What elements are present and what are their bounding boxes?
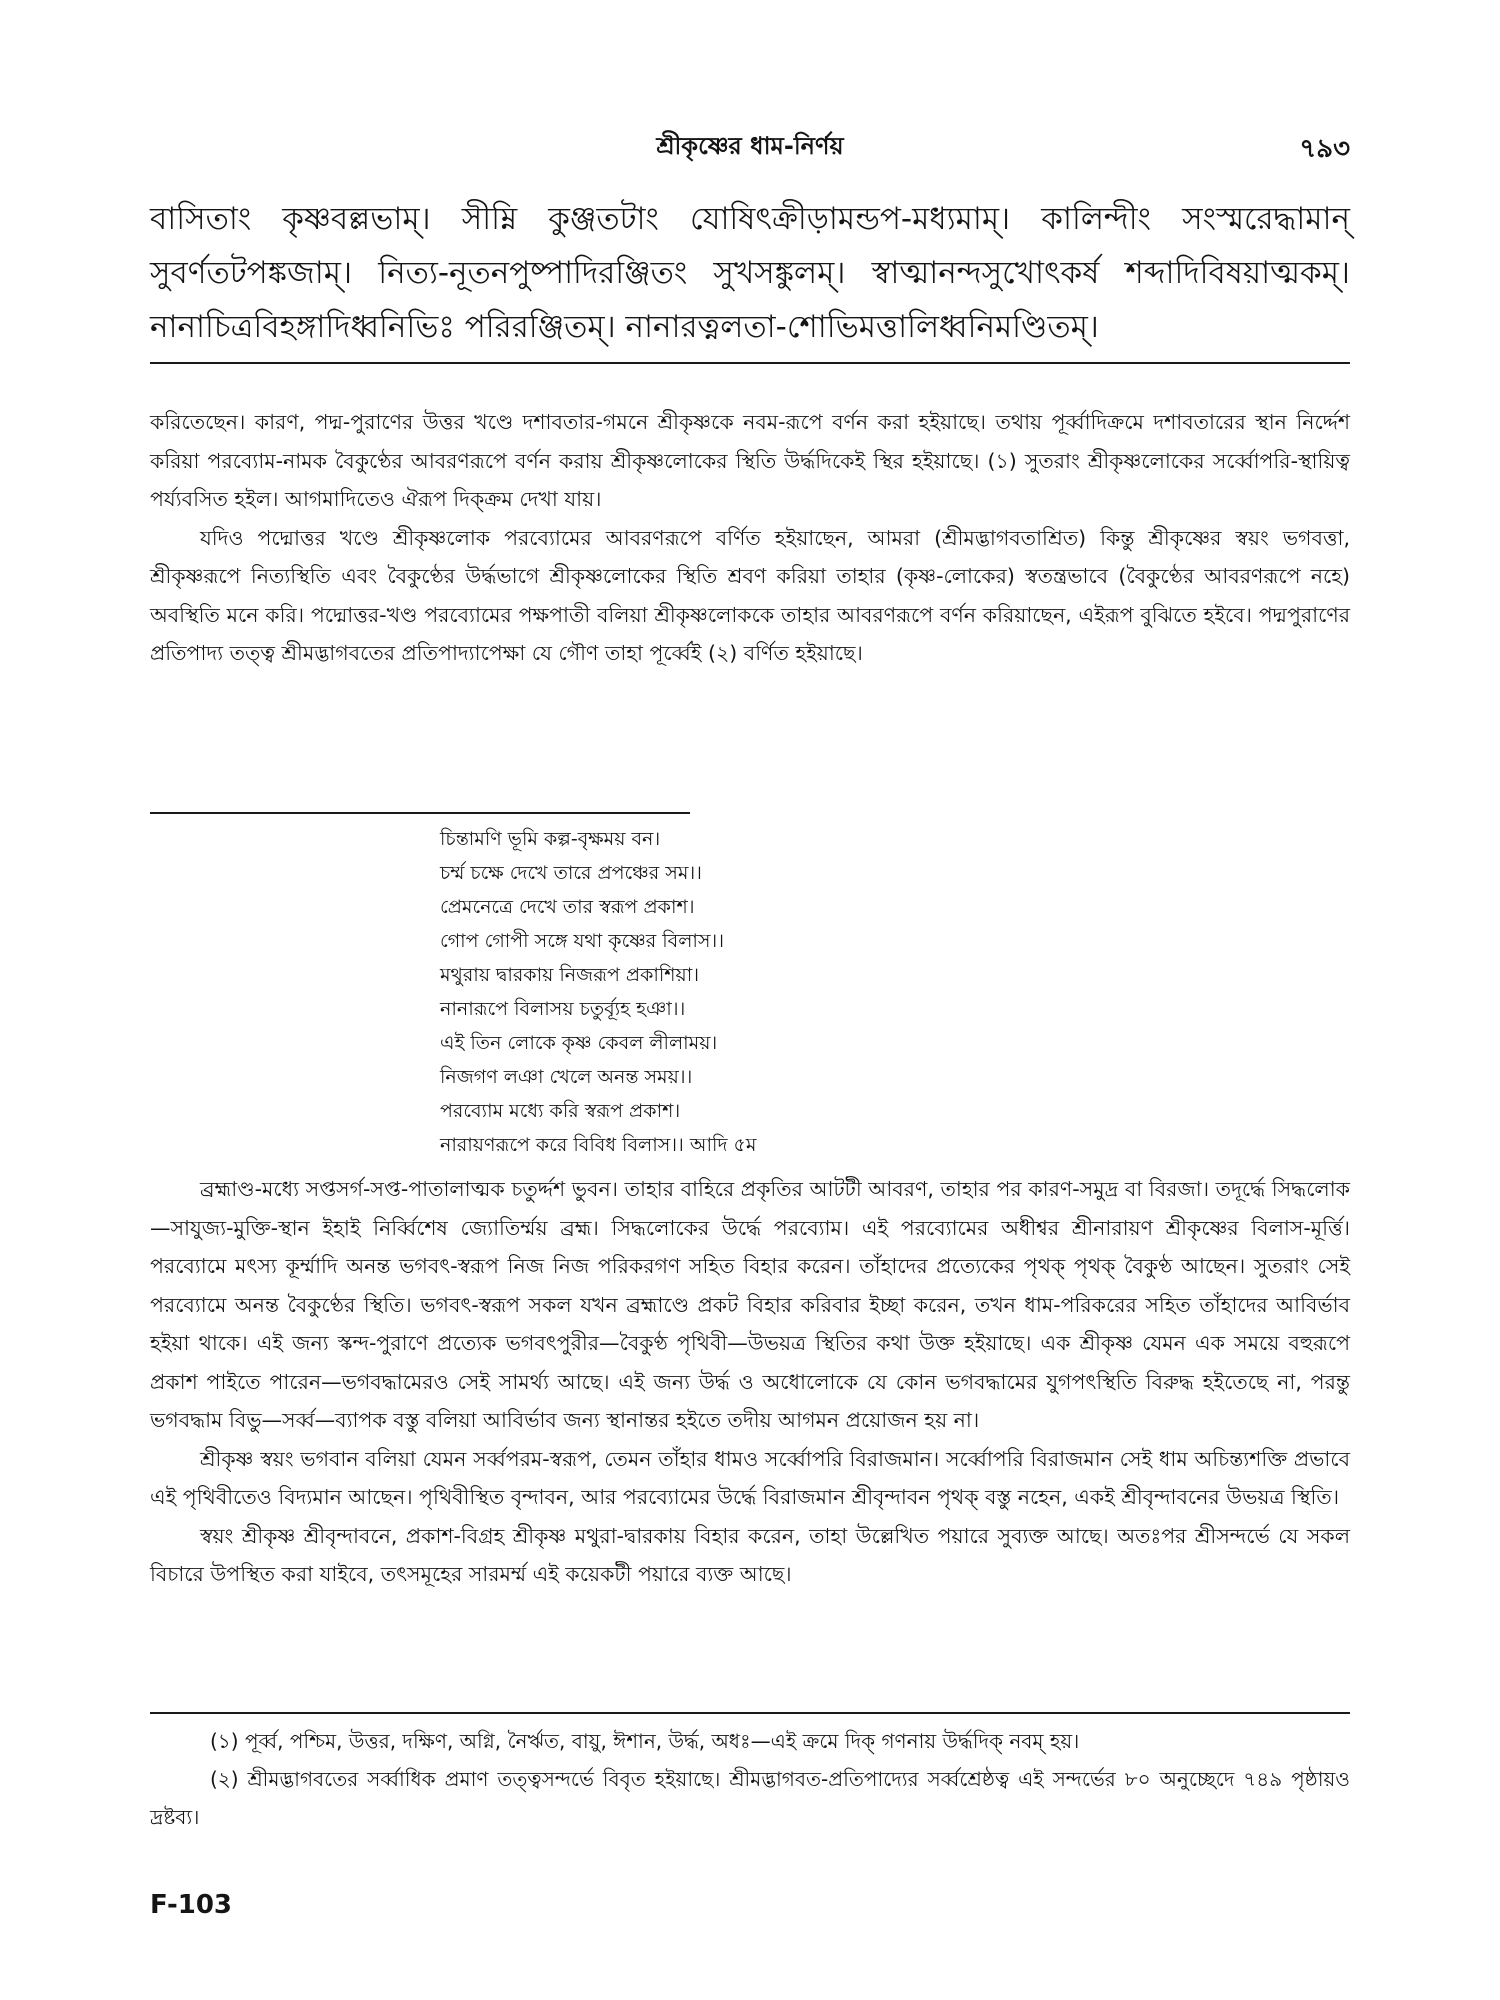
section-divider-rule	[150, 812, 690, 814]
verse-line: প্রেমনেত্রে দেখে তার স্বরূপ প্রকাশ।	[440, 896, 695, 918]
explanation-paragraph-2: শ্রীকৃষ্ণ স্বয়ং ভগবান বলিয়া যেমন সর্ব্বপরম-স্বরূপ, তেমন তাঁহার ধামও সর্ব্বোপরি বিরাজমান। সর্ব্বোপরি বিরাজমান সেই ধাম অচিন্ত্যশক্তি প্রভাবে এই পৃথিবীতেও বিদ্যমান আছেন। পৃথিবীস্থিত বৃন্দাবন, আর পরব্যোমের উর্দ্ধে বিরাজমান শ্রীবৃন্দাবন পৃথক্ বস্তু নহেন, একই শ্রীবৃন্দাবনের উভয়ত্র স্থিতি।	[150, 1446, 1350, 1509]
commentary-block	[150, 403, 1350, 673]
verse-line: নারায়ণরূপে করে বিবিধ বিলাস।। আদি ৫ম	[440, 1134, 757, 1156]
footnotes	[150, 1722, 1350, 1836]
sanskrit-underline-rule	[150, 362, 1350, 364]
footnote-rule	[150, 1712, 1350, 1714]
verse-line: চিন্তামণি ভূমি কল্প-বৃক্ষময় বন।	[440, 828, 661, 850]
explanation-paragraph-1: ব্রহ্মাণ্ড-মধ্যে সপ্তসর্গ-সপ্ত-পাতালাত্মক চতুর্দ্দশ ভুবন। তাহার বাহিরে প্রকৃতির আটটী আবরণ, তাহার পর কারণ-সমুদ্র বা বিরজা। তদূর্দ্ধে সিদ্ধলোক—সাযুজ্য-মুক্তি-স্থান ইহাই নির্ব্বিশেষ জ্যোতির্ম্ময় ব্রহ্ম। সিদ্ধলোকের উর্দ্ধে পরব্যোম। এই পরব্যোমের অধীশ্বর শ্রীনারায়ণ শ্রীকৃষ্ণের বিলাস-মূর্ত্তি। পরব্যোমে মৎস্য কূর্ম্মাদি অনন্ত ভগবৎ-স্বরূপ নিজ নিজ পরিকরগণ সহিত বিহার করেন। তাঁহাদের প্রত্যেকের পৃথক্ পৃথক্ বৈকুণ্ঠ আছেন। সুতরাং সেই পরব্যোমে অনন্ত বৈকুণ্ঠের স্থিতি। ভগবৎ-স্বরূপ সকল যখন ব্রহ্মাণ্ডে প্রকট বিহার করিবার ইচ্ছা করেন, তখন ধাম-পরিকরের সহিত তাঁহাদের আবির্ভাব হইয়া থাকে। এই জন্য স্কন্দ-পুরাণে প্রত্যেক ভগবৎপুরীর—বৈকুণ্ঠ পৃথিবী—উভয়ত্র স্থিতির কথা উক্ত হইয়াছে। এক শ্রীকৃষ্ণ যেমন এক সময়ে বহুরূপে প্রকাশ পাইতে পারেন—ভগবদ্ধামেরও সেই সামর্থ্য আছে। এই জন্য উর্দ্ধ ও অধোলোকে যে কোন ভগবদ্ধামের যুগপৎস্থিতি বিরুদ্ধ হইতেছে না, পরন্তু ভগবদ্ধাম বিভু—সর্ব্ব—ব্যাপক বস্তু বলিয়া আবির্ভাব জন্য স্থানান্তর হইতে তদীয় আগমন প্রয়োজন হয় না।	[150, 1177, 1350, 1432]
commentary-paragraph-1: করিতেছেন। কারণ, পদ্ম-পুরাণের উত্তর খণ্ডে দশাবতার-গমনে শ্রীকৃষ্ণকে নবম-রূপে বর্ণন করা হইয়াছে। তথায় পূর্ব্বাদিক্রমে দশাবতারের স্থান নির্দ্দেশ করিয়া পরব্যোম-নামক বৈকুণ্ঠের আবরণরূপে বর্ণন করায় শ্রীকৃষ্ণলোকের স্থিতি উর্দ্ধদিকেই স্থির হইয়াছে। (১) সুতরাং শ্রীকৃষ্ণলোকের সর্ব্বোপরি-স্থায়িত্ব পর্য্যবসিত হইল। আগমাদিতেও ঐরূপ দিক্‌ক্রম দেখা যায়।	[150, 410, 1350, 511]
running-title: শ্রীকৃষ্ণের ধাম-নির্ণয়	[656, 132, 844, 160]
verse-line: পরব্যোম মধ্যে করি স্বরূপ প্রকাশ।	[440, 1100, 681, 1122]
verse-line: নানারূপে বিলাসয় চতুর্ব্যূহ হঞা।।	[440, 998, 686, 1020]
explanation-paragraph-3: স্বয়ং শ্রীকৃষ্ণ শ্রীবৃন্দাবনে, প্রকাশ-বিগ্রহ শ্রীকৃষ্ণ মথুরা-দ্বারকায় বিহার করেন, তাহা উল্লেখিত পয়ারে সুব্যক্ত আছে। অতঃপর শ্রীসন্দর্ভে যে সকল বিচারে উপস্থিত করা যাইবে, তৎসমূহের সারমর্ম্ম এই কয়েকটী পয়ারে ব্যক্ত আছে।	[150, 1523, 1350, 1586]
page-number: ৭৯৩	[1299, 134, 1350, 164]
verse-line: গোপ গোপী সঙ্গে যথা কৃষ্ণের বিলাস।।	[440, 930, 725, 952]
verse-line: এই তিন লোকে কৃষ্ণ কেবল লীলাময়।	[440, 1032, 718, 1054]
verse-line: মথুরায় দ্বারকায় নিজরূপ প্রকাশিয়া।	[440, 964, 700, 986]
verse-block	[440, 822, 756, 1162]
footnote-2: (২) শ্রীমদ্ভাগবতের সর্ব্বাধিক প্রমাণ তত্ত্বসন্দর্ভে বিবৃত হইয়াছে। শ্রীমদ্ভাগবত-প্রতিপাদ্যের সর্ব্বশ্রেষ্ঠত্ব এই সন্দর্ভের ৮০ অনুচ্ছেদে ৭৪৯ পৃষ্ঠায়ও দ্রষ্টব্য।	[150, 1767, 1350, 1829]
running-header	[150, 128, 1350, 168]
commentary-paragraph-2: যদিও পদ্মোত্তর খণ্ডে শ্রীকৃষ্ণলোক পরব্যোমের আবরণরূপে বর্ণিত হইয়াছেন, আমরা (শ্রীমদ্ভাগবতাশ্রিত) কিন্তু শ্রীকৃষ্ণের স্বয়ং ভগবত্তা, শ্রীকৃষ্ণরূপে নিত্যস্থিতি এবং বৈকুণ্ঠের উর্দ্ধভাগে শ্রীকৃষ্ণলোকের স্থিতি শ্রবণ করিয়া তাহার (কৃষ্ণ-লোকের) স্বতন্ত্রভাবে (বৈকুণ্ঠের আবরণরূপে নহে) অবস্থিতি মনে করি। পদ্মোত্তর-খণ্ড পরব্যোমের পক্ষপাতী বলিয়া শ্রীকৃষ্ণলোককে তাহার আবরণরূপে বর্ণন করিয়াছেন, এইরূপ বুঝিতে হইবে। পদ্মপুরাণের প্রতিপাদ্য তত্ত্ব শ্রীমদ্ভাগবতের প্রতিপাদ্যাপেক্ষা যে গৌণ তাহা পূর্ব্বেই (২) বর্ণিত হইয়াছে।	[150, 525, 1350, 665]
footnote-1: (১) পূর্ব্ব, পশ্চিম, উত্তর, দক্ষিণ, অগ্নি, নৈর্ঋত, বায়ু, ঈশান, উর্দ্ধ, অধঃ—এই ক্রমে দিক্ গণনায় উর্দ্ধদিক্ নবম্ হয়।	[210, 1729, 1080, 1753]
explanation-block	[150, 1170, 1350, 1594]
verse-line: নিজগণ লঞা খেলে অনন্ত সময়।।	[440, 1066, 693, 1088]
verse-line: চর্ম্ম চক্ষে দেখে তারে প্রপঞ্চের সম।।	[440, 862, 702, 884]
sanskrit-quote: বাসিতাং কৃষ্ণবল্লভাম্। সীম্নি কুঞ্জতটাং যোষিৎক্রীড়ামন্ডপ-মধ্যমাম্। কালিন্দীং সংস্মরেদ্ধামান্ সুবর্ণতটপঙ্কজাম্। নিত্য-নূতনপুষ্পাদিরঞ্জিতং সুখসঙ্কুলম্। স্বাত্মানন্দসুখোৎকর্ষ শব্দাদিবিষয়াত্মকম্। নানাচিত্রবিহঙ্গাদিধ্বনিভিঃ পরিরঞ্জিতম্। নানারত্নলতা-শোভিমত্তালিধ্বনিমণ্ডিতম্।	[150, 201, 1350, 345]
signature-mark: F-103	[150, 1890, 233, 1920]
